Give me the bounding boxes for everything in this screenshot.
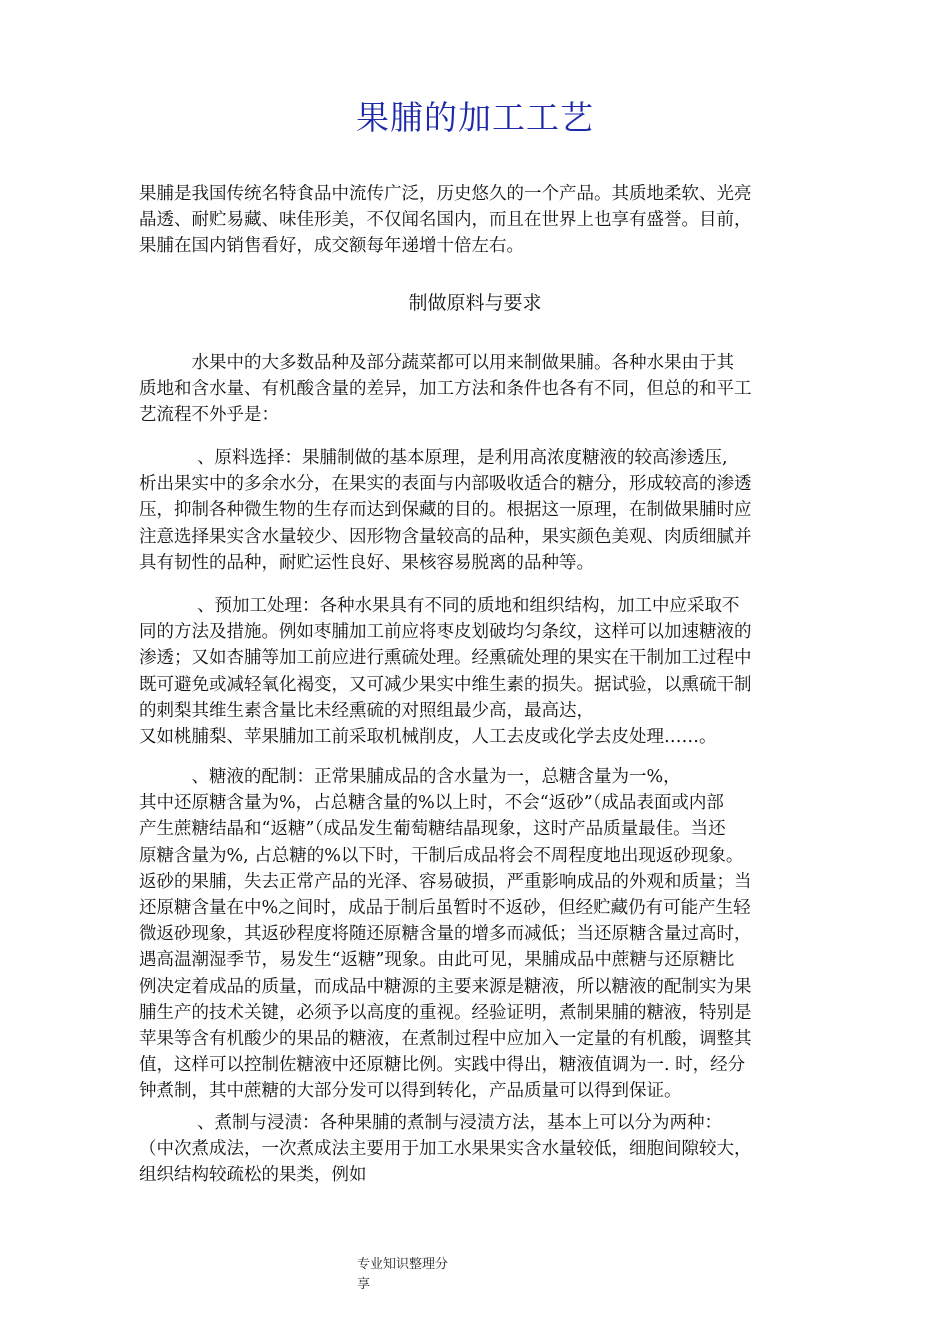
text-line: （中次煮成法，一次煮成法主要用于加工水果果实含水量较低，细胞间隙较大， (139, 1139, 752, 1160)
text-line: 渗透；又如杏脯等加工前应进行熏硫处理。经熏硫处理的果实在干制加工过程中 (139, 648, 752, 669)
text-line: 注意选择果实含水量较少、因形物含量较高的品种，果实颜色美观、肉质细腻并 (139, 526, 752, 547)
text-line: 遇高温潮湿季节，易发生“返糖”现象。由此可见，果脯成品中蔗糖与还原糖比 (139, 950, 735, 971)
text-line: 产生蔗糖结晶和“返糖”（成品发生葡萄糖结晶现象，这时产品质量最佳。当还 (139, 819, 726, 840)
text-line: 苹果等含有机酸少的果品的糖液，在煮制过程中应加入一定量的有机酸，调整其 (139, 1029, 752, 1050)
text-line: 脯生产的技术关键，必须予以高度的重视。经验证明，煮制果脯的糖液，特别是 (139, 1002, 752, 1023)
text-line: 质地和含水量、有机酸含量的差异，加工方法和条件也各有不同，但总的和平工 (139, 379, 752, 400)
text-line: 、煮制与浸渍：各种果脯的煮制与浸渍方法，基本上可以分为两种： (139, 1113, 723, 1133)
paragraph-syrup-preparation (139, 764, 819, 1105)
paragraph-preprocessing (139, 593, 819, 750)
text-line: 果脯在国内销售看好，成交额每年递增十倍左右。 (139, 236, 524, 257)
text-line: 艺流程不外乎是： (139, 405, 279, 426)
text-line: 例决定着成品的质量，而成品中糖源的主要来源是糖液，所以糖液的配制实为果 (139, 976, 752, 997)
footer-line: 享 (357, 1277, 371, 1292)
section-heading: 制做原料与要求 (408, 292, 542, 314)
text-line: 同的方法及措施。例如枣脯加工前应将枣皮划破均匀条纹，这样可以加速糖液的 (139, 622, 752, 643)
text-line: 、预加工处理：各种水果具有不同的质地和组织结构，加工中应采取不 (139, 596, 740, 616)
text-line: 返砂的果脯，失去正常产品的光泽、容易破损，严重影响成品的外观和质量；当 (139, 871, 752, 892)
text-line: 、糖液的配制：正常果脯成品的含水量为一，总糖含量为一%， (139, 767, 681, 787)
text-line: 值，这样可以控制佐糖液中还原糖比例。实践中得出，糖液值调为一. 时，经分 (139, 1055, 746, 1076)
text-line: 析出果实中的多余水分，在果实的表面与内部吸收适合的糖分，形成较高的渗透 (139, 474, 752, 495)
text-line: 果脯是我国传统名特食品中流传广泛，历史悠久的一个产品。其质地柔软、光亮 (139, 184, 752, 204)
text-line: 组织结构较疏松的果类，例如 (139, 1165, 367, 1186)
text-line: 、原料选择：果脯制做的基本原理，是利用高浓度糖液的较高渗透压, (139, 448, 728, 468)
paragraph-boiling-soaking (139, 1110, 819, 1189)
text-line: 其中还原糖含量为%，占总糖含量的%以上时，不会“返砂”（成品表面或内部 (139, 793, 724, 814)
text-line: 钟煮制，其中蔗糖的大部分发可以得到转化，产品质量可以得到保证。 (139, 1081, 682, 1102)
text-line: 压，抑制各种微生物的生存而达到保藏的目的。根据这一原理，在制做果脯时应 (139, 500, 752, 521)
text-line: 水果中的大多数品种及部分蔬菜都可以用来制做果脯。各种水果由于其 (139, 353, 734, 373)
paragraph-raw-material-selection (139, 445, 819, 576)
document-title: 果脯的加工工艺 (356, 98, 594, 137)
text-line: 既可避免或减轻氧化褐变，又可减少果实中维生素的损失。据试验，以熏硫干制 (139, 674, 752, 695)
text-line: 还原糖含量在中%之间时，成品于制后虽暂时不返砂，但经贮藏仍有可能产生轻 (139, 898, 751, 919)
intro-paragraph (139, 181, 819, 260)
text-line: 又如桃脯梨、苹果脯加工前采取机械削皮，人工去皮或化学去皮处理……。 (139, 727, 717, 748)
text-line: 具有韧性的品种，耐贮运性良好、果核容易脱离的品种等。 (139, 552, 594, 573)
text-line: 原糖含量为%, 占总糖的%以下时，干制后成品将会不周程度地出现返砂现象。 (139, 845, 744, 866)
text-line: 晶透、耐贮易藏、味佳形美，不仅闻名国内，而且在世界上也享有盛誉。目前， (139, 210, 752, 231)
page-footer (357, 1255, 467, 1295)
text-line: 的刺梨其维生素含量比未经熏硫的对照组最少高，最高达， (139, 700, 594, 721)
footer-line: 专业知识整理分 (357, 1257, 449, 1272)
paragraph-materials (139, 350, 819, 429)
text-line: 微返砂现象，其返砂程度将随还原糖含量的增多而减低；当还原糖含量过高时， (139, 924, 752, 945)
